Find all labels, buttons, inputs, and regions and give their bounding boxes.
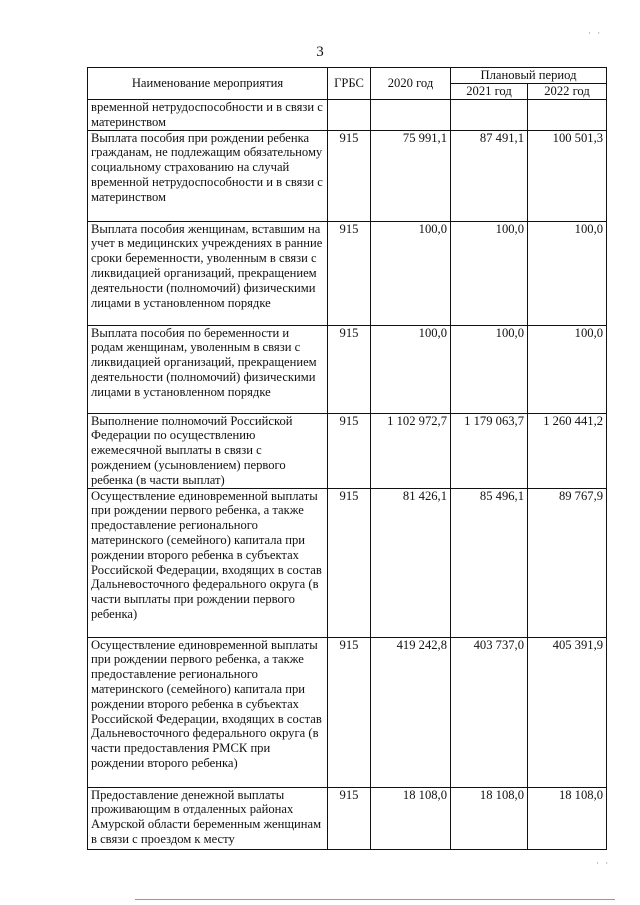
row-2021: 18 108,0: [451, 787, 528, 849]
row-2020: 419 242,8: [371, 637, 451, 787]
table-row: [88, 488, 607, 637]
row-grbs: [328, 100, 371, 131]
table-row: [88, 413, 607, 488]
row-2021: 100,0: [451, 221, 528, 325]
table-row: [88, 787, 607, 849]
row-grbs: 915: [328, 130, 371, 221]
row-2021: 100,0: [451, 325, 528, 413]
row-2020: 1 102 972,7: [371, 413, 451, 488]
table-row: [88, 221, 607, 325]
row-name: Выплата пособия по беременности и родам женщинам, уволенным в связи с ликвидацией организаций, прекращением деятельности (полномочий) физическими лицами в установленном порядке: [88, 325, 328, 413]
page-number: 3: [316, 44, 324, 60]
row-grbs: 915: [328, 413, 371, 488]
table-row: [88, 325, 607, 413]
row-2020: [371, 100, 451, 131]
row-2022: 1 260 441,2: [528, 413, 607, 488]
row-2022: 100,0: [528, 325, 607, 413]
row-grbs: 915: [328, 787, 371, 849]
header-2021: 2021 год: [451, 84, 528, 100]
row-2020: 100,0: [371, 221, 451, 325]
row-2021: 87 491,1: [451, 130, 528, 221]
row-name: Осуществление единовременной выплаты при рождении первого ребенка, а также предоставление регионального материнского (семейного) капитала при рождении второго ребенка в субъектах Российской Федерации, входящих в состав Дальневосточного федерального округа (в части выплаты при рождении первого ребенка): [88, 488, 328, 637]
header-grbs: ГРБС: [328, 68, 371, 100]
row-2022: 100,0: [528, 221, 607, 325]
table-row: [88, 637, 607, 787]
header-planned-period: Плановый период: [451, 68, 607, 84]
row-name: Выплата пособия женщинам, вставшим на учет в медицинских учреждениях в ранние сроки беременности, уволенным в связи с ликвидацией организаций, прекращением деятельности (полномочий) физическими лицами в установленном порядке: [88, 221, 328, 325]
row-name: Предоставление денежной выплаты проживающим в отдаленных районах Амурской области беременным женщинам в связи с проездом к месту: [88, 787, 328, 849]
row-name: временной нетрудоспособности и в связи с материнством: [88, 100, 328, 131]
budget-table: [87, 67, 607, 850]
row-grbs: 915: [328, 221, 371, 325]
table-row: [88, 100, 607, 131]
page-bottom-edge: [135, 899, 615, 900]
row-2021: 85 496,1: [451, 488, 528, 637]
scan-speck: · ·: [596, 858, 611, 868]
header-name: Наименование мероприятия: [88, 68, 328, 100]
row-2020: 100,0: [371, 325, 451, 413]
row-2021: 1 179 063,7: [451, 413, 528, 488]
row-name: Выплата пособия при рождении ребенка гражданам, не подлежащим обязательному социальному страхованию на случай временной нетрудоспособности и в связи с материнством: [88, 130, 328, 221]
row-name: Выполнение полномочий Российской Федерации по осуществлению ежемесячной выплаты в связи с рождением (усыновлением) первого ребенка (в части выплат): [88, 413, 328, 488]
table-header-row: [88, 68, 607, 84]
row-2022: [528, 100, 607, 131]
row-2022: 18 108,0: [528, 787, 607, 849]
row-2021: [451, 100, 528, 131]
row-grbs: 915: [328, 637, 371, 787]
row-2022: 405 391,9: [528, 637, 607, 787]
header-2022: 2022 год: [528, 84, 607, 100]
row-2022: 89 767,9: [528, 488, 607, 637]
row-2020: 18 108,0: [371, 787, 451, 849]
row-2021: 403 737,0: [451, 637, 528, 787]
row-name: Осуществление единовременной выплаты при рождении первого ребенка, а также предоставление регионального материнского (семейного) капитала при рождении второго ребенка в субъектах Российской Федерации, входящих в состав Дальневосточного федерального округа (в части предоставления РМСК при рождении второго ребенка): [88, 637, 328, 787]
row-2022: 100 501,3: [528, 130, 607, 221]
row-2020: 81 426,1: [371, 488, 451, 637]
header-2020: 2020 год: [371, 68, 451, 100]
row-grbs: 915: [328, 488, 371, 637]
scan-speck: · ·: [588, 28, 603, 38]
row-2020: 75 991,1: [371, 130, 451, 221]
table-row: [88, 130, 607, 221]
row-grbs: 915: [328, 325, 371, 413]
